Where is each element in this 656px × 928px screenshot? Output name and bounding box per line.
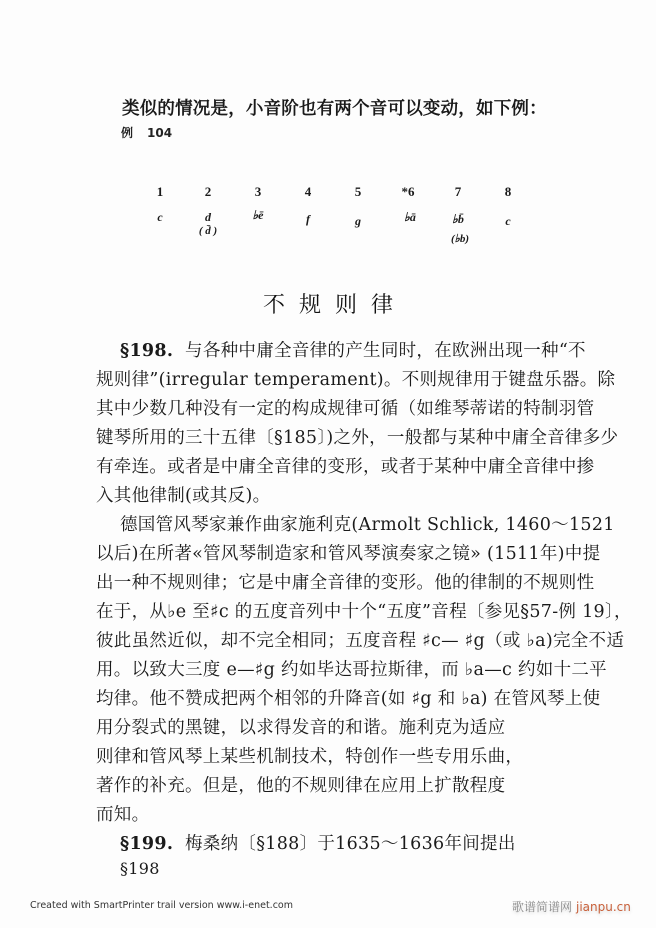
watermark-site-name: 歌谱简谱网	[512, 900, 573, 914]
watermark-domain: jianpu.cn	[576, 900, 631, 914]
section-number: §199.	[120, 834, 174, 854]
paragraph-line: 用分裂式的黑键，以求得发音的和谐。施利克为适应	[96, 718, 506, 738]
scale-degree: 5	[354, 184, 362, 199]
note-name: g	[355, 214, 361, 228]
scale-degree: 1	[156, 184, 164, 199]
paragraph-line: 键琴所用的三十五律〔§185〕)之外，一般都与某种中庸全音律多少	[96, 428, 619, 448]
scale-degree: *6	[401, 184, 415, 199]
paragraph-line: 以后)在所著«管风琴制造家和管风琴演奏家之镜» (1511年)中提	[96, 544, 601, 564]
paragraph-line: 出一种不规则律；它是中庸全音律的变形。他的律制的不规则性	[96, 573, 595, 593]
example-label-text: 例	[121, 126, 134, 140]
note-alternative: ( d̄ )	[198, 225, 218, 237]
paragraph-line	[120, 833, 516, 855]
section-title: 不规则律	[262, 293, 407, 318]
scale-degree: 2	[204, 184, 212, 199]
paragraph-line: 入其他律制(或其反)。	[96, 486, 271, 506]
scale-degree: 8	[504, 184, 512, 199]
section-number: §198.	[120, 341, 174, 361]
paragraph-line: 著作的补充。但是，他的不规则律在应用上扩散程度	[96, 776, 506, 796]
paragraph-line: 在于，从♭e 至♯c 的五度音列中十个“五度”音程〔参见§57-例 19〕，	[96, 602, 632, 622]
paragraph-line: 则律和管风琴上某些机制技术，特创作一些专用乐曲，	[96, 747, 524, 767]
paragraph-line: 其中少数几种没有一定的构成规律可循（如维琴蒂诺的特制羽管	[96, 399, 595, 419]
note-name: c	[505, 214, 511, 228]
note-name: d	[205, 210, 211, 224]
note-name: ♭ā	[404, 210, 416, 224]
note-name: c	[157, 210, 163, 224]
watermark-jianpu	[512, 898, 631, 915]
note-name: ♭ē	[252, 208, 264, 222]
paragraph-text: 与各种中庸全音律的产生同时，在欧洲出现一种“不	[185, 341, 586, 361]
note-name: ♭b̄	[452, 212, 464, 226]
paragraph-line	[120, 340, 586, 362]
watermark-smartprinter: Created with SmartPrinter trail version www.i-enet.com	[30, 900, 293, 911]
example-label	[121, 124, 186, 141]
scale-degree: 7	[454, 184, 462, 199]
paragraph-line: 均律。他不赞成把两个相邻的升降音(如 ♯g 和 ♭a) 在管风琴上使	[96, 689, 601, 709]
paragraph-line: 德国管风琴家兼作曲家施利克(Armolt Schlick, 1460～1521	[120, 515, 615, 535]
paragraph-line: 用。以致大三度 e—♯g 约如毕达哥拉斯律，而 ♭a—c 约如十二平	[96, 660, 607, 680]
paragraph-text: 梅桑纳〔§188〕于1635～1636年间提出	[185, 834, 516, 854]
page-marker: §198	[120, 859, 160, 878]
example-number: 104	[147, 126, 173, 140]
paragraph-line: 彼此虽然近似，却不完全相同；五度音程 ♯c— ♯g（或 ♭a)完全不适	[96, 631, 625, 651]
note-alternative: (♭b)	[450, 233, 469, 245]
paragraph-line: 而知。	[96, 805, 150, 825]
scale-degree: 4	[304, 184, 312, 199]
paragraph-line: 规则律”(irregular temperament)。不则规律用于键盘乐器。除	[96, 370, 616, 390]
scale-degree: 3	[254, 184, 262, 199]
note-name: f	[306, 212, 310, 226]
paragraph-line: 有牵连。或者是中庸全音律的变形，或者于某种中庸全音律中掺	[96, 457, 595, 477]
intro-line: 类似的情况是，小音阶也有两个音可以变动，如下例：	[122, 99, 547, 119]
